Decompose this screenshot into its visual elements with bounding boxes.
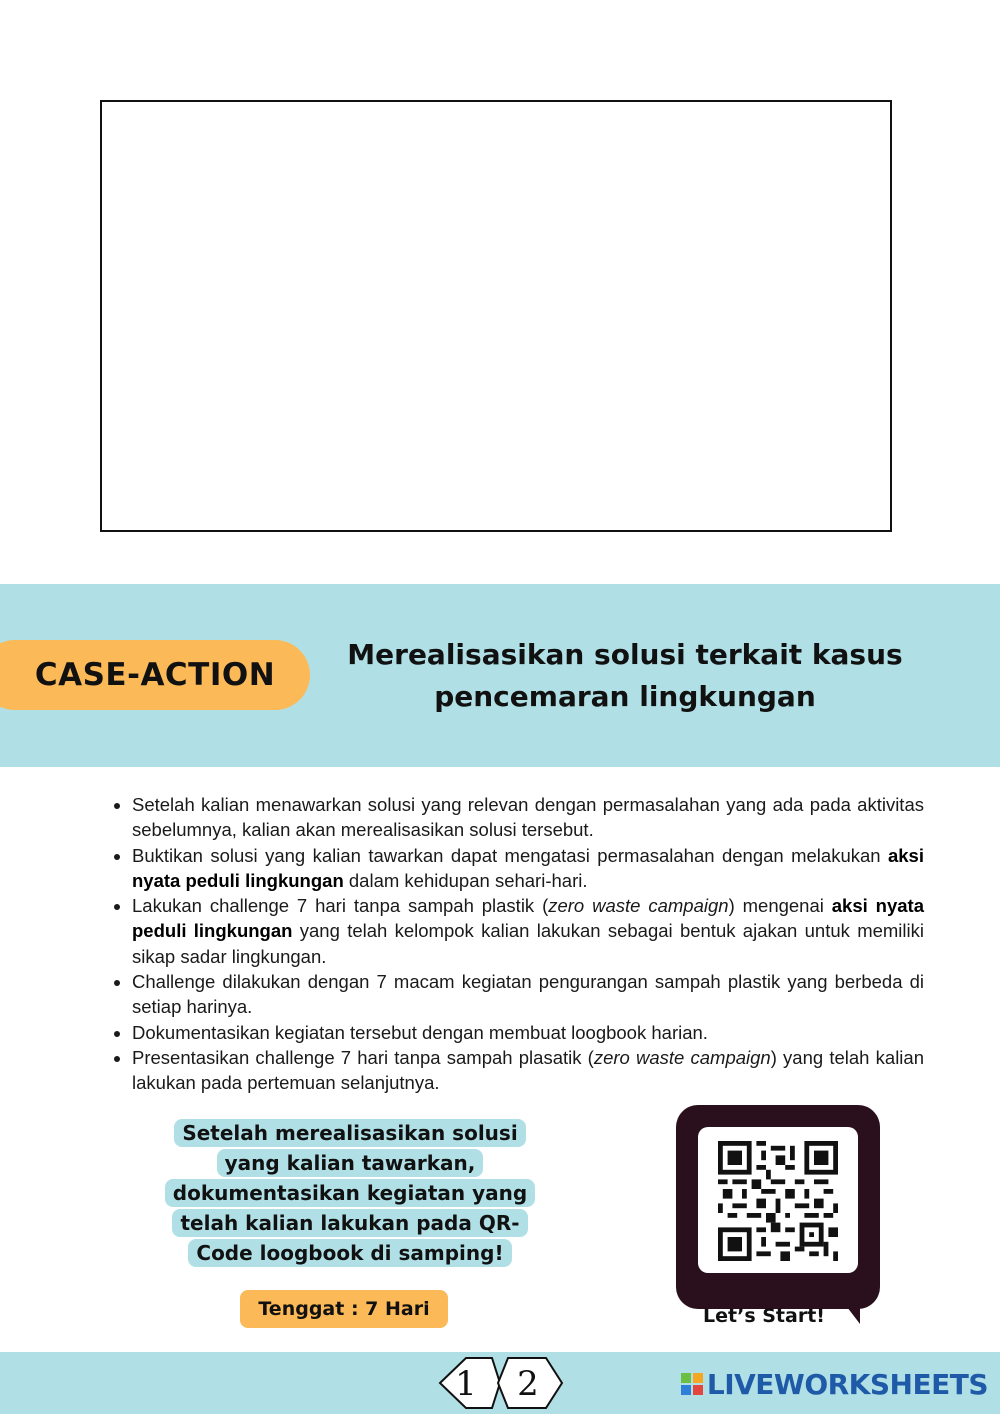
list-item: • Dokumentasikan kegiatan tersebut dengan membuat loogbook harian.	[132, 1020, 924, 1045]
qr-code-frame[interactable]	[676, 1105, 880, 1309]
list-item: • Buktikan solusi yang kalian tawarkan dapat mengatasi permasalahan dengan melakukan aksi nyata peduli lingkungan dalam kehidupan sehari-hari.	[132, 843, 924, 894]
list-item: • Setelah kalian menawarkan solusi yang relevan dengan permasalahan yang ada pada aktivitas sebelumnya, kalian akan merealisasikan solusi tersebut.	[132, 792, 924, 843]
list-item: • Lakukan challenge 7 hari tanpa sampah plastik (zero waste campaign) mengenai aksi nyata peduli lingkungan yang telah kelompok kalian lakukan sebagai bentuk ajakan untuk memiliki sikap sadar lingkungan.	[132, 893, 924, 969]
qr-instruction	[160, 1118, 540, 1268]
liveworksheets-cube-icon	[681, 1373, 703, 1395]
answer-box[interactable]	[100, 100, 892, 532]
qr-caption: Let’s Start!	[703, 1305, 825, 1327]
page-2-label: 2	[517, 1364, 539, 1404]
liveworksheets-wordmark: LIVEWORKSHEETS	[706, 1367, 988, 1401]
case-action-banner	[0, 584, 1000, 767]
instruction-list	[108, 792, 924, 1096]
deadline-badge: Tenggat : 7 Hari	[240, 1290, 448, 1328]
banner-title	[330, 634, 920, 718]
footer-bar	[0, 1352, 1000, 1414]
page-1-label: 1	[455, 1364, 477, 1404]
qr-instruction-text: Setelah merealisasikan solusi yang kalian tawarkan, dokumentasikan kegiatan yang telah kalian lakukan pada QR-Code loogbook di samping!	[165, 1119, 535, 1267]
qr-code-icon	[718, 1141, 838, 1261]
liveworksheets-logo[interactable]	[681, 1366, 988, 1402]
list-item: • Challenge dilakukan dengan 7 macam kegiatan pengurangan sampah plastik yang berbeda di setiap harinya.	[132, 969, 924, 1020]
banner-title-line1: Merealisasikan solusi terkait kasus	[347, 638, 903, 671]
page-navigation	[436, 1356, 566, 1410]
qr-code[interactable]	[698, 1127, 858, 1273]
page-2-button[interactable]	[498, 1358, 562, 1408]
case-action-badge: CASE-ACTION	[0, 640, 310, 710]
page-1-button[interactable]	[440, 1358, 500, 1408]
banner-title-line2: pencemaran lingkungan	[434, 680, 816, 713]
list-item: • Presentasikan challenge 7 hari tanpa sampah plasatik (zero waste campaign) yang telah kalian lakukan pada pertemuan selanjutnya.	[132, 1045, 924, 1096]
